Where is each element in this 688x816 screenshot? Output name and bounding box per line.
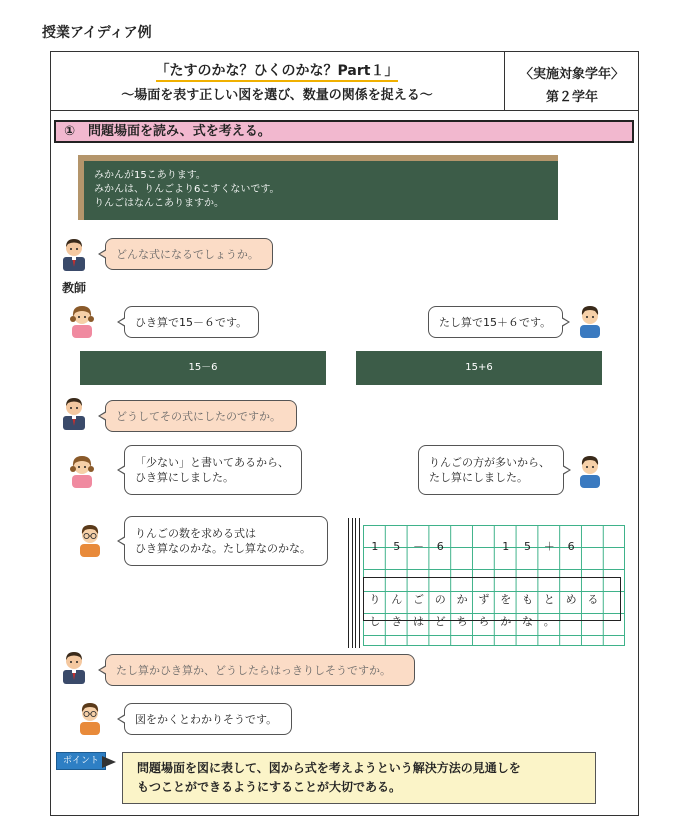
notebook-cell: か — [456, 592, 468, 606]
notebook-cell: ち — [456, 614, 468, 628]
lesson-header — [50, 51, 505, 111]
notebook-cell: 6 — [567, 540, 575, 553]
student-bubble — [124, 306, 259, 338]
notebook-cell: ど — [434, 614, 446, 628]
notebook-margin — [352, 518, 356, 648]
student-bubble — [428, 306, 563, 338]
point-box — [122, 752, 596, 804]
lesson-title: 「たすのかな？ひくのかな？Part１」 — [156, 63, 399, 82]
lesson-subtitle: ～場面を表す正しい図を選び、数量の関係を捉える～ — [121, 88, 433, 103]
notebook-cell: し — [369, 614, 381, 628]
notebook-cell: め — [565, 592, 577, 606]
notebook-cell: 5 — [393, 540, 401, 553]
notebook-cell: は — [412, 614, 424, 628]
notebook-cell: の — [434, 592, 446, 606]
point-tag: ポイント — [56, 752, 106, 770]
student-bubble — [124, 703, 292, 735]
bubble-text: りんごの方が多いから、 — [429, 456, 550, 469]
notebook-cell: ＋ — [543, 540, 555, 553]
notebook-question-box — [363, 577, 621, 621]
notebook-cell: も — [521, 592, 533, 606]
student-bubble — [418, 445, 564, 495]
bubble-text: どうしてその式にしたのですか。 — [116, 409, 281, 423]
notebook-cell: 5 — [523, 540, 531, 553]
girl-student-icon — [68, 454, 96, 488]
problem-line: りんごはなんこありますか。 — [94, 198, 224, 209]
bubble-text: ひき算にしました。 — [135, 471, 234, 484]
bubble-text: たし算で15＋６です。 — [439, 315, 552, 329]
problem-line: みかんが15こあります。 — [94, 170, 206, 181]
point-text: 問題場面を図に表して、図から式を考えようという解決方法の見通しを — [137, 761, 521, 775]
grade-value: 第２学年 — [545, 90, 598, 105]
notebook-cell: か — [500, 614, 512, 628]
teacher-bubble — [105, 654, 415, 686]
bubble-text: たし算にしました。 — [429, 471, 528, 484]
notebook-cell: な — [521, 614, 533, 628]
glasses-student-icon — [76, 523, 104, 557]
notebook-cell — [451, 536, 473, 558]
grade-label: 〈実施対象学年〉 — [519, 67, 624, 82]
notebook-cell — [473, 536, 495, 558]
teacher-bubble — [105, 238, 273, 270]
notebook-cell: ご — [412, 592, 424, 606]
bubble-text: 図をかくとわかりそうです。 — [135, 712, 278, 726]
expression-strip-left: 15－6 — [80, 351, 326, 385]
section-heading: ① 問題場面を読み、式を考える。 — [54, 120, 634, 143]
notebook-cell: き — [391, 614, 403, 628]
notebook-cell: － — [412, 540, 424, 553]
teacher-icon — [60, 396, 88, 430]
problem-board — [78, 155, 558, 220]
bubble-text: どんな式になるでしょうか。 — [116, 247, 259, 261]
teacher-icon — [60, 650, 88, 684]
grade-box — [505, 51, 639, 111]
expression-strip-right: 15+6 — [356, 351, 602, 385]
bubble-text: たし算かひき算か、どうしたらはっきりしそうですか。 — [116, 663, 391, 677]
teacher-bubble — [105, 400, 297, 432]
notebook-cell: ん — [391, 592, 403, 606]
teacher-icon — [60, 237, 88, 271]
boy-student-icon — [576, 454, 604, 488]
bubble-text: りんごの数を求める式は — [135, 527, 256, 540]
girl-student-icon — [68, 304, 96, 338]
notebook-cell: 。 — [543, 614, 555, 628]
notebook-cell: り — [369, 592, 381, 606]
bubble-text: 「少ない」と書いてあるから、 — [135, 456, 289, 469]
notebook-cell: と — [543, 592, 555, 606]
notebook-cell: 6 — [436, 540, 444, 553]
point-arrow-icon — [102, 756, 116, 768]
glasses-student-icon — [76, 701, 104, 735]
notebook-cell: る — [587, 592, 599, 606]
notebook-cell: 1 — [371, 540, 379, 553]
student-bubble — [124, 516, 328, 566]
teacher-role-label: 教師 — [62, 281, 87, 295]
student-bubble — [124, 445, 302, 495]
notebook-cell: ず — [478, 592, 490, 606]
boy-student-icon — [576, 304, 604, 338]
problem-line: みかんは、りんごより6こすくないです。 — [94, 184, 280, 195]
page-title: 授業アイディア例 — [42, 25, 152, 41]
bubble-text: ひき算で15－６です。 — [135, 315, 248, 329]
notebook-cell: ら — [478, 614, 490, 628]
notebook-cell: 1 — [502, 540, 510, 553]
point-text: もつことができるようにすることが大切である。 — [137, 780, 402, 794]
bubble-text: ひき算なのかな。たし算なのかな。 — [135, 542, 311, 555]
notebook-cell: を — [500, 592, 512, 606]
